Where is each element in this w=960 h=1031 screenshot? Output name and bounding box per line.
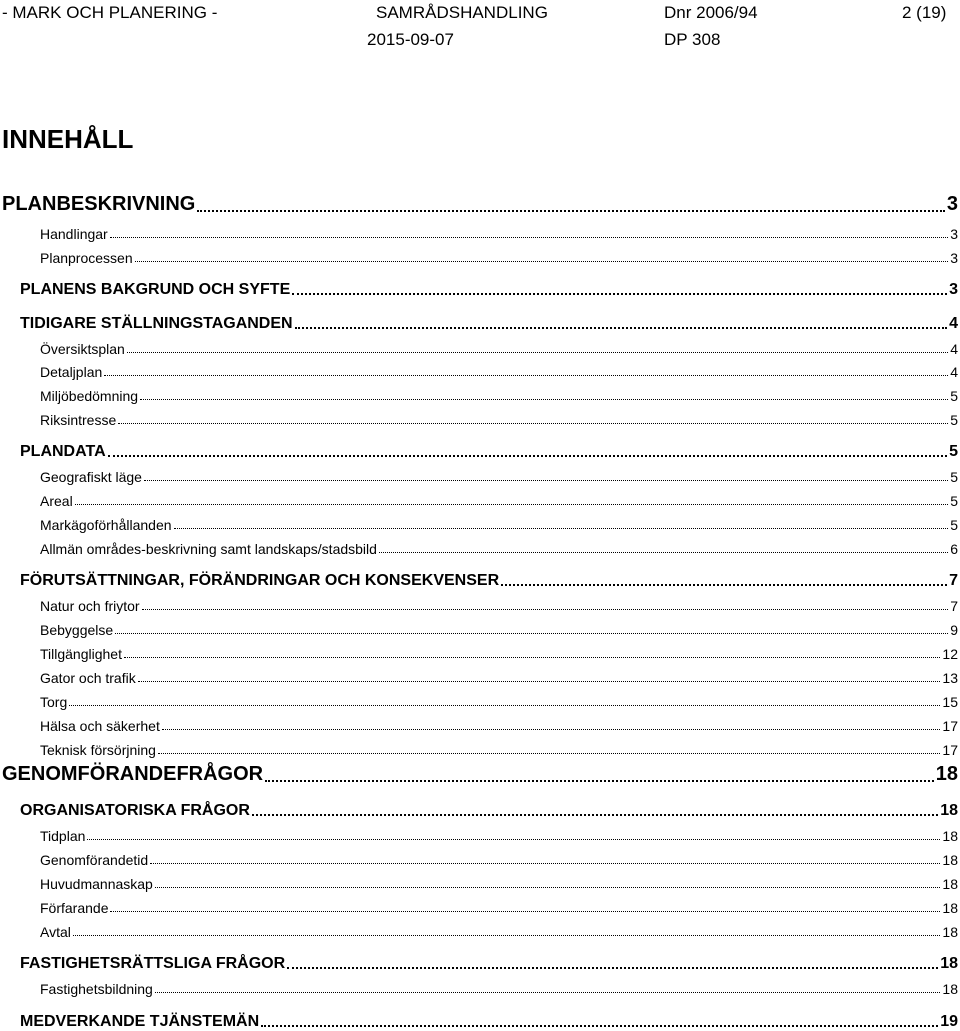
- toc-entry-page-number: 4: [950, 341, 958, 357]
- toc-entry[interactable]: [20, 566, 958, 590]
- toc-entry[interactable]: [20, 275, 958, 299]
- toc-dot-leader: [158, 743, 940, 754]
- toc-entry-label: Tidplan: [40, 828, 86, 844]
- toc-entry-label: PLANDATA: [20, 443, 106, 460]
- toc-entry-label: PLANBESKRIVNING: [2, 193, 196, 215]
- toc-entry-page-number: 5: [950, 469, 958, 485]
- toc-entry-page-number: 13: [942, 670, 958, 686]
- toc-entry-page-number: 17: [942, 718, 958, 734]
- toc-dot-leader: [124, 647, 940, 658]
- header-date: 2015-09-07: [367, 30, 454, 49]
- toc-entry-label: Avtal: [40, 924, 71, 940]
- toc-entry-label: ORGANISATORISKA FRÅGOR: [20, 802, 250, 819]
- toc-entry-page-number: 15: [942, 694, 958, 710]
- page-title: INNEHÅLL: [2, 124, 134, 154]
- toc-entry-label: Gator och trafik: [40, 670, 136, 686]
- toc-entry-label: Detaljplan: [40, 364, 103, 380]
- toc-entry[interactable]: [40, 662, 958, 686]
- toc-dot-leader: [252, 804, 938, 816]
- toc-entry-page-number: 18: [940, 802, 958, 819]
- toc-entry-page-number: 18: [940, 955, 958, 972]
- toc-entry[interactable]: [40, 686, 958, 710]
- toc-entry-page-number: 4: [950, 364, 958, 380]
- toc-dot-leader: [108, 445, 947, 457]
- toc-entry[interactable]: [40, 868, 958, 892]
- toc-entry[interactable]: [40, 461, 958, 485]
- toc-entry-page-number: 7: [949, 572, 958, 589]
- toc-entry-page-number: 4: [949, 315, 958, 332]
- toc-entry-page-number: 18: [942, 924, 958, 940]
- toc-dot-leader: [155, 877, 941, 888]
- toc-entry-page-number: 5: [949, 443, 958, 460]
- toc-dot-leader: [135, 251, 949, 262]
- toc-dot-leader: [142, 599, 949, 610]
- toc-entry-label: Allmän områdes-beskrivning samt landskaps/stadsbild: [40, 541, 377, 557]
- toc-entry-label: Fastighetsbildning: [40, 981, 153, 997]
- toc-entry-label: Natur och friytor: [40, 598, 140, 614]
- toc-dot-leader: [174, 518, 949, 529]
- toc-entry-page-number: 18: [942, 852, 958, 868]
- toc-entry-page-number: 17: [942, 742, 958, 758]
- header-doc-type: SAMRÅDSHANDLING: [376, 3, 548, 22]
- toc-entry[interactable]: [20, 796, 958, 820]
- toc-entry-label: PLANENS BAKGRUND OCH SYFTE: [20, 281, 291, 298]
- toc-entry-label: MEDVERKANDE TJÄNSTEMÄN: [20, 1013, 260, 1030]
- toc-entry[interactable]: [20, 309, 958, 333]
- toc-entry-label: Miljöbedömning: [40, 388, 139, 404]
- toc-dot-leader: [287, 957, 938, 969]
- toc-entry-label: FASTIGHETSRÄTTSLIGA FRÅGOR: [20, 955, 286, 972]
- toc-entry-page-number: 3: [949, 281, 958, 298]
- toc-dot-leader: [115, 623, 948, 634]
- toc-entry[interactable]: [40, 590, 958, 614]
- toc-dot-leader: [379, 542, 948, 553]
- toc-entry-label: Genomförandetid: [40, 852, 149, 868]
- toc-entry-label: Tillgänglighet: [40, 646, 122, 662]
- toc-dot-leader: [150, 853, 940, 864]
- toc-entry-label: Areal: [40, 493, 73, 509]
- toc-dot-leader: [155, 982, 941, 993]
- header-plan-number: DP 308: [664, 30, 721, 49]
- toc-entry-label: Förfarande: [40, 900, 109, 916]
- toc-dot-leader: [69, 695, 940, 706]
- toc-entry-page-number: 18: [935, 763, 958, 785]
- toc-entry-label: Teknisk försörjning: [40, 742, 156, 758]
- toc-entry-page-number: 3: [950, 226, 958, 242]
- toc-dot-leader: [127, 342, 948, 353]
- toc-entry-page-number: 6: [950, 541, 958, 557]
- toc-entry[interactable]: [40, 973, 958, 997]
- toc-entry-label: FÖRUTSÄTTNINGAR, FÖRÄNDRINGAR OCH KONSEKVENSER: [20, 572, 500, 589]
- toc-dot-leader: [138, 671, 941, 682]
- toc-dot-leader: [261, 1015, 938, 1027]
- header-page-number: 2 (19): [902, 3, 947, 22]
- toc-entry[interactable]: [40, 916, 958, 940]
- toc-entry-label: Planprocessen: [40, 250, 133, 266]
- toc-entry-label: Översiktsplan: [40, 341, 125, 357]
- toc-dot-leader: [162, 719, 941, 730]
- toc-dot-leader: [104, 365, 948, 376]
- toc-entry[interactable]: [40, 333, 958, 357]
- toc-dot-leader: [87, 829, 940, 840]
- toc-entry[interactable]: [40, 638, 958, 662]
- header-dnr: Dnr 2006/94: [664, 3, 758, 22]
- toc-entry-label: Hälsa och säkerhet: [40, 718, 160, 734]
- toc-dot-leader: [73, 925, 941, 936]
- toc-dot-leader: [110, 901, 940, 912]
- toc-entry[interactable]: [2, 762, 958, 786]
- toc-entry[interactable]: [20, 1007, 958, 1031]
- toc-dot-leader: [110, 227, 948, 238]
- toc-entry-label: Torg: [40, 694, 68, 710]
- toc-entry-page-number: 18: [942, 981, 958, 997]
- toc-entry[interactable]: [40, 356, 958, 380]
- toc-entry-label: Bebyggelse: [40, 622, 114, 638]
- toc-dot-leader: [265, 770, 934, 782]
- toc-entry[interactable]: [40, 242, 958, 266]
- toc-entry[interactable]: [40, 844, 958, 868]
- toc-entry-page-number: 18: [942, 828, 958, 844]
- toc-entry[interactable]: [40, 710, 958, 734]
- toc-dot-leader: [75, 494, 949, 505]
- toc-entry-page-number: 9: [950, 622, 958, 638]
- toc-entry-label: Markägoförhållanden: [40, 517, 172, 533]
- toc-entry-page-number: 5: [950, 388, 958, 404]
- toc-entry-page-number: 5: [950, 493, 958, 509]
- toc-entry-page-number: 3: [946, 193, 958, 215]
- toc-entry[interactable]: [2, 192, 958, 216]
- toc-dot-leader: [140, 389, 948, 400]
- toc-dot-leader: [144, 470, 948, 481]
- toc-entry-page-number: 3: [950, 250, 958, 266]
- toc-dot-leader: [295, 317, 948, 329]
- toc-entry[interactable]: [40, 509, 958, 533]
- toc-dot-leader: [501, 574, 947, 586]
- toc-entry[interactable]: [40, 614, 958, 638]
- toc-entry-page-number: 19: [940, 1013, 958, 1030]
- toc-entry-label: TIDIGARE STÄLLNINGSTAGANDEN: [20, 315, 293, 332]
- toc-entry-page-number: 18: [942, 876, 958, 892]
- toc-entry[interactable]: [40, 734, 958, 758]
- toc-entry[interactable]: [40, 533, 958, 557]
- toc-entry[interactable]: [40, 380, 958, 404]
- header-org: - MARK OCH PLANERING -: [2, 3, 218, 22]
- toc-dot-leader: [118, 413, 948, 424]
- toc-entry-label: Geografiskt läge: [40, 469, 142, 485]
- toc-entry[interactable]: [40, 892, 958, 916]
- toc-entry-label: Huvudmannaskap: [40, 876, 153, 892]
- toc-entry-label: Handlingar: [40, 226, 108, 242]
- toc-entry-label: GENOMFÖRANDEFRÅGOR: [2, 763, 264, 785]
- toc-entry[interactable]: [40, 820, 958, 844]
- toc-entry[interactable]: [40, 404, 958, 428]
- toc-entry[interactable]: [20, 437, 958, 461]
- toc-entry[interactable]: [40, 485, 958, 509]
- toc-entry-page-number: 7: [950, 598, 958, 614]
- toc-entry-page-number: 12: [942, 646, 958, 662]
- toc-entry[interactable]: [20, 949, 958, 973]
- toc-entry-label: Riksintresse: [40, 412, 117, 428]
- toc-entry[interactable]: [40, 218, 958, 242]
- toc-entry-page-number: 18: [942, 900, 958, 916]
- toc-dot-leader: [292, 283, 947, 295]
- toc-entry-page-number: 5: [950, 412, 958, 428]
- toc-dot-leader: [197, 200, 945, 212]
- toc-entry-page-number: 5: [950, 517, 958, 533]
